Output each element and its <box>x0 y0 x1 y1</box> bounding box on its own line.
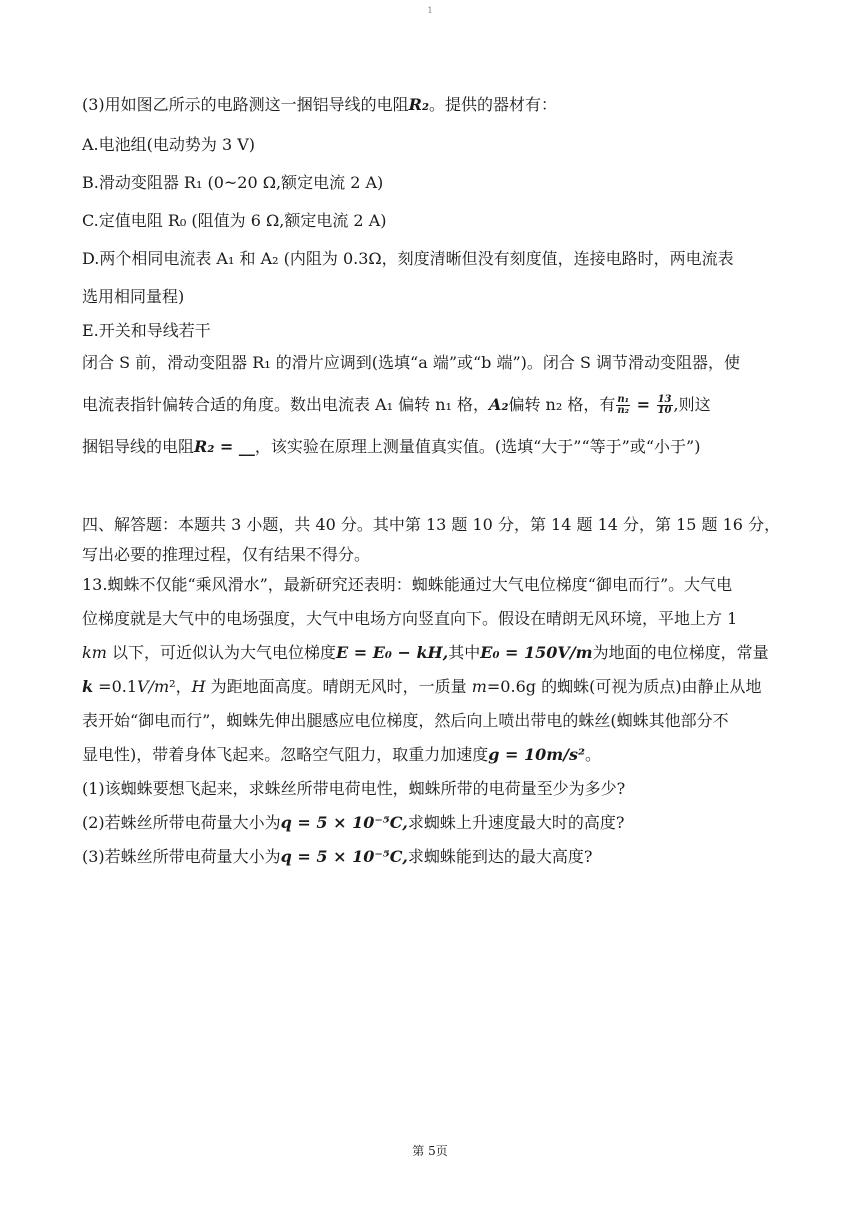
frac-numerator: n₁ <box>617 394 630 405</box>
part3-intro <box>82 92 782 132</box>
q13-line3-b: 其中 <box>448 643 481 662</box>
question-line3-a: 捆铝导线的电阻 <box>82 437 195 456</box>
frac-equals: = <box>631 395 656 414</box>
q13-sub1: (1)该蜘蛛要想飞起来，求蛛丝所带电荷电性，蜘蛛所带的电荷量至少为多少? <box>82 779 626 798</box>
question-line2-c: ,则这 <box>673 395 711 414</box>
item-c: C.定值电阻 R₀ (阻值为 6 Ω,额定电流 2 A) <box>82 211 387 230</box>
question-line2 <box>82 392 782 434</box>
q13-line5: 表开始“御电而行”，蜘蛛先伸出腿感应电位梯度，然后向上喷出带电的蛛丝(蜘蛛其他部分不 <box>82 711 729 730</box>
question-line3-b: ，该实验在原理上测量值真实值。(选填“大于”“等于”或“小于”) <box>254 437 701 456</box>
fraction-n1-n2 <box>616 395 630 416</box>
q13-formula-e0: E₀ = 150V/m <box>480 643 593 662</box>
question-line1: 闭合 S 前，滑动变阻器 R₁ 的滑片应调到(选填“a 端”或“b 端”)。闭合 S 调节滑动变阻器，使 <box>82 353 741 372</box>
q13-line4-d: =0.6g 的蜘蛛(可视为质点)由静止从地 <box>486 677 762 696</box>
q13-unit: V/m <box>137 677 170 696</box>
document-body <box>82 92 782 878</box>
page-number: 第 5页 <box>412 1144 448 1158</box>
item-d-line1: D.两个相同电流表 A₁ 和 A₂ (内阻为 0.3Ω，刻度清晰但没有刻度值，连接电路时，两电流表 <box>82 249 734 268</box>
q13-sub3-b: 求蜘蛛能到达的最大高度? <box>407 847 593 866</box>
question-line3 <box>82 434 782 476</box>
q13-sub2-a: (2)若蛛丝所带电荷量大小为 <box>82 813 281 832</box>
q13-line3 <box>82 640 782 674</box>
q13-m: m <box>471 677 487 696</box>
q13-sub3-formula: q = 5 × 10⁻⁵C, <box>280 847 408 866</box>
q13-sub3 <box>82 844 782 878</box>
q13-formula-e: E = E₀ − kH, <box>335 643 449 662</box>
frac-denominator: n₂ <box>617 405 630 416</box>
item-d-line2: 选用相同量程) <box>82 287 185 306</box>
q13-line3-a: 以下，可近似认为大气电位梯度 <box>106 643 336 662</box>
q13-line4 <box>82 674 782 708</box>
q13-line6-b: 。 <box>585 745 602 764</box>
q13-km: km <box>82 643 107 662</box>
part3-intro-text: (3)用如图乙所示的电路测这一捆铝导线的电阻 <box>82 95 409 114</box>
question-line2-b: 偏转 n₂ 格，有 <box>508 395 616 414</box>
question-line2-a: 电流表指针偏转合适的角度。数出电流表 A₁ 偏转 n₁ 格， <box>82 395 490 414</box>
fraction-13-10 <box>657 395 673 416</box>
section4-heading-line1: 四、解答题：本题共 3 小题，共 40 分。其中第 13 题 10 分，第 14 题 14 分，第 15 题 16 分， <box>82 515 781 534</box>
part3-intro-var: R₂ <box>408 95 429 114</box>
section-gap <box>82 476 782 512</box>
q13-line6-a: 显电性)，带着身体飞起来。忽略空气阻力，取重力加速度 <box>82 745 489 764</box>
frac-10: 10 <box>657 405 672 416</box>
item-e: E.开关和导线若干 <box>82 321 211 340</box>
q13-line3-c: 为地面的电位梯度，常量 <box>592 643 769 662</box>
q13-formula-g: g = 10m/s² <box>488 745 586 764</box>
q13-line4-c: 为距地面高度。晴朗无风时，一质量 <box>205 677 472 696</box>
question-line3-var: R₂ = __ <box>194 437 255 456</box>
frac-13: 13 <box>657 394 672 405</box>
q13-line2: 位梯度就是大气中的电场强度，大气中电场方向竖直向下。假设在晴朗无风环境，平地上方 1 <box>82 609 738 628</box>
q13-sub2-b: 求蜘蛛上升速度最大时的高度? <box>407 813 625 832</box>
item-b: B.滑动变阻器 R₁ (0~20 Ω,额定电流 2 A) <box>82 173 384 192</box>
q13-line6 <box>82 742 782 776</box>
q13-H: H <box>191 677 206 696</box>
page-header-mark: 1 <box>427 6 433 15</box>
section4-heading-line2: 写出必要的推理过程，仅有结果不得分。 <box>82 545 371 564</box>
question-line2-var: A₂ <box>489 395 509 414</box>
q13-line4-b: ²， <box>169 677 192 696</box>
q13-k: k <box>82 677 94 696</box>
part3-intro-end: 。提供的器材有： <box>428 95 557 114</box>
item-a: A.电池组(电动势为 3 V) <box>82 135 256 154</box>
q13-sub2-formula: q = 5 × 10⁻⁵C, <box>280 813 408 832</box>
q13-sub3-a: (3)若蛛丝所带电荷量大小为 <box>82 847 281 866</box>
q13-line1: 13.蜘蛛不仅能“乘风滑水”，最新研究还表明：蜘蛛能通过大气电位梯度“御电而行”。大气电 <box>82 575 733 594</box>
q13-line4-a: =0.1 <box>93 677 138 696</box>
q13-sub2 <box>82 810 782 844</box>
